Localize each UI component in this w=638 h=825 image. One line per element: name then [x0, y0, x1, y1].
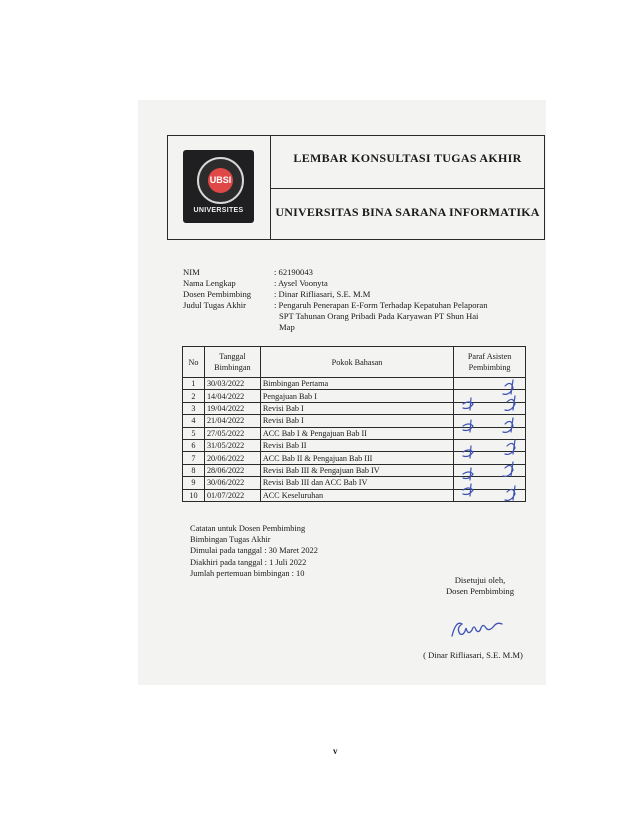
document-title: LEMBAR KONSULTASI TUGAS AKHIR — [293, 151, 522, 165]
thesis-value-line2: SPT Tahunan Orang Pribadi Pada Karyawan PT Shun Hai — [279, 311, 479, 321]
thesis-label: Judul Tugas Akhir — [183, 300, 247, 310]
notes-line: Catatan untuk Dosen Pembimbing — [190, 524, 306, 533]
advisor-name: ( Dinar Rifliasari, S.E. M.M) — [423, 650, 523, 660]
table-row: 9 30/06/2022 Revisi Bab III dan ACC Bab IV — [183, 477, 526, 489]
table-row: 2 14/04/2022 Pengajuan Bab I — [183, 390, 526, 402]
notes-line: Diakhiri pada tanggal : 1 Juli 2022 — [190, 557, 307, 567]
col-header-paraf: Paraf Asisten Pembimbing — [454, 347, 526, 378]
nim-label: NIM — [183, 267, 200, 277]
advisor-value: : Dinar Rifliasari, S.E. M.M — [274, 289, 371, 299]
university-logo — [183, 150, 254, 223]
advisor-notes — [190, 523, 318, 579]
page-number: v — [333, 746, 338, 756]
paraf-marks — [455, 378, 530, 518]
notes-line: Dimulai pada tanggal : 30 Maret 2022 — [190, 546, 318, 556]
table-row: 3 19/04/2022 Revisi Bab I — [183, 402, 526, 414]
col-header-date: Tanggal Bimbingan — [204, 347, 260, 378]
col-header-topic: Pokok Bahasan — [260, 347, 453, 378]
header-divider-horizontal — [270, 188, 544, 189]
table-row: 5 27/05/2022 ACC Bab I & Pengajuan Bab II — [183, 427, 526, 439]
table-row: 8 28/06/2022 Revisi Bab III & Pengajuan Bab IV — [183, 464, 526, 476]
logo-caption: UNIVERSITES — [193, 207, 244, 214]
table-row: 1 30/03/2022 Bimbingan Pertama — [183, 378, 526, 390]
col-header-no: No — [183, 347, 205, 378]
table-row: 10 01/07/2022 ACC Keseluruhan — [183, 489, 526, 501]
name-value: : Aysel Voonyta — [274, 278, 328, 288]
name-label: Nama Lengkap — [183, 278, 236, 288]
logo-emblem — [197, 157, 244, 204]
logo-text: UBSI — [209, 175, 232, 185]
thesis-value: : Pengaruh Penerapan E-Form Terhadap Kepatuhan Pelaporan — [274, 300, 488, 310]
table-row: 6 31/05/2022 Revisi Bab II — [183, 439, 526, 451]
table-header-row — [183, 347, 526, 378]
advisor-label: Dosen Pembimbing — [183, 289, 252, 299]
university-name: UNIVERSITAS BINA SARANA INFORMATIKA — [275, 205, 540, 219]
nim-value: : 62190043 — [274, 267, 313, 277]
table-row: 7 20/06/2022 ACC Bab II & Pengajuan Bab III — [183, 452, 526, 464]
advisor-signature — [448, 616, 508, 640]
notes-line: Jumlah pertemuan bimbingan : 10 — [190, 568, 305, 578]
approver-role: Dosen Pembimbing — [445, 586, 515, 596]
document-header — [167, 135, 545, 240]
table-row: 4 21/04/2022 Revisi Bab I — [183, 415, 526, 427]
thesis-value-line3: Map — [279, 322, 295, 332]
approval-block — [430, 575, 530, 597]
notes-line: Bimbingan Tugas Akhir — [190, 535, 271, 545]
approved-by: Disetujui oleh, — [454, 575, 506, 585]
